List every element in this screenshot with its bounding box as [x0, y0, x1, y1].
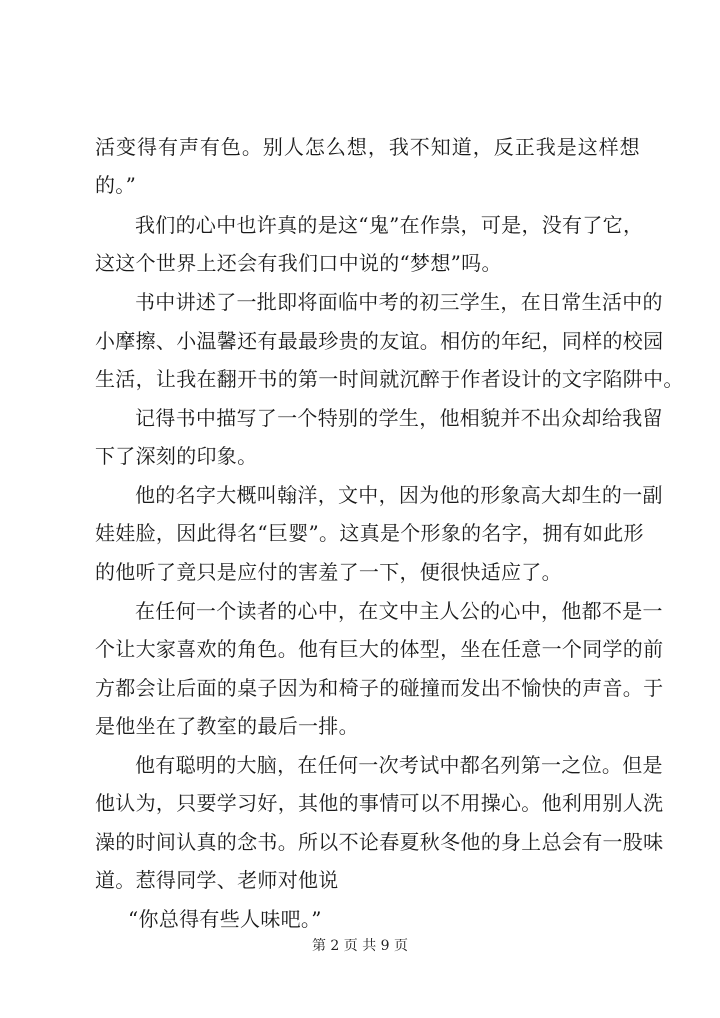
paragraph-first-line: 在任何一个读者的心中，在文中主人公的心中，他都不是一: [135, 599, 663, 623]
text-line: 他认为，只要学习好，其他的事情可以不用操心。他利用别人洗: [95, 791, 664, 815]
text-line: 的。”: [95, 173, 137, 197]
text-line: 活变得有声有色。别人怎么想，我不知道，反正我是这样想: [95, 135, 640, 159]
text-line: 澡的时间认真的念书。所以不论春夏秋冬他的身上总会有一股味: [95, 830, 664, 854]
text-line: 的他听了竟只是应付的害羞了一下，便很快适应了。: [95, 560, 562, 584]
text-line: 娃娃脸，因此得名“巨婴”。这真是个形象的名字，拥有如此形: [95, 521, 644, 545]
paragraph-first-line: 记得书中描写了一个特别的学生，他相貌并不出众却给我留: [135, 406, 663, 430]
paragraph-first-line: 他的名字大概叫翰洋，文中，因为他的形象高大却生的一副: [135, 483, 663, 507]
quote-line: “你总得有些人味吧。”: [128, 907, 322, 931]
paragraph-first-line: 他有聪明的大脑，在任何一次考试中都名列第一之位。但是: [135, 753, 663, 777]
text-line: 个让大家喜欢的角色。他有巨大的体型，坐在任意一个同学的前: [95, 637, 664, 661]
text-line: 这这个世界上还会有我们口中说的“梦想”吗。: [95, 251, 502, 275]
text-line: 方都会让后面的桌子因为和椅子的碰撞而发出不愉快的声音。于: [95, 676, 664, 700]
text-line: 下了深刻的印象。: [95, 444, 258, 468]
paragraph-first-line: 书中讲述了一批即将面临中考的初三学生，在日常生活中的: [135, 290, 663, 314]
text-line: 是他坐在了教室的最后一排。: [95, 714, 359, 738]
page-number-footer: 第 2 页 共 9 页: [311, 938, 409, 954]
text-line: 道。惹得同学、老师对他说: [95, 868, 339, 892]
text-line: 小摩擦、小温馨还有最最珍贵的友谊。相仿的年纪，同样的校园: [95, 329, 664, 353]
text-line: 生活，让我在翻开书的第一时间就沉醉于作者设计的文字陷阱中。: [95, 367, 684, 391]
paragraph-first-line: 我们的心中也许真的是这“鬼”在作祟，可是，没有了它，: [135, 213, 644, 237]
